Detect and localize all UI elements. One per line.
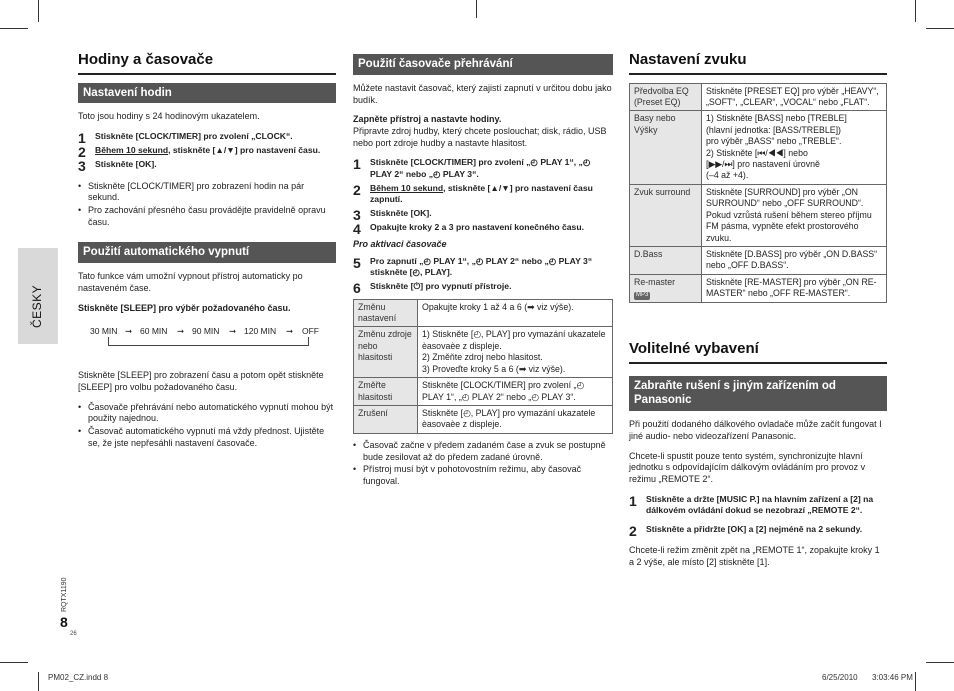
table-cell-value: Opakujte kroky 1 až 4 a 6 (➡ viz výše). xyxy=(418,299,613,327)
arrow-right-icon: ➞ xyxy=(229,326,237,337)
crop-mark xyxy=(0,662,28,663)
table-cell-label: Změřte hlasitosti xyxy=(354,378,418,406)
subsection-bar-sleep: Použití automatického vypnutí xyxy=(78,242,336,263)
table-cell-label: D.Bass xyxy=(630,246,702,274)
table-cell-label: Změnu nastavení xyxy=(354,299,418,327)
clock-step-3: 3 Stiskněte [OK]. xyxy=(78,158,157,175)
play-step-4: 4 Opakujte kroky 2 a 3 pro nastavení konečného času. xyxy=(353,221,584,238)
optional-p3: Chcete-li režim změnit zpět na „REMOTE 1“, zopakujte kroky 1 a 2 výše, ale místo [2] stiskněte [1]. xyxy=(629,545,880,568)
table-cell-label: Změnu zdroje nebo hlasitosti xyxy=(354,327,418,378)
list-item: • Přístroj musí být v pohotovostním režimu, aby časovač fungoval. xyxy=(353,464,613,487)
table-row xyxy=(630,246,887,274)
table-cell-value: Stiskněte [PRESET EQ] pro výběr „HEAVY“, „SOFT“, „CLEAR“, „VOCAL“ nebo „FLAT“. xyxy=(702,83,887,111)
flow-item: 90 MIN xyxy=(192,326,220,337)
crop-mark xyxy=(476,0,477,18)
list-item: • Pro zachování přesného času provádějte pravidelně opravu času. xyxy=(78,205,336,228)
table-row xyxy=(354,405,613,433)
table-row xyxy=(354,327,613,378)
play-step-5: 5 Pro zapnutí „◴ PLAY 1“, „◴ PLAY 2“ nebo „◴ PLAY 3“ stiskněte [◴, PLAY]. xyxy=(353,255,593,278)
table-row xyxy=(630,274,887,302)
flow-item: 30 MIN xyxy=(90,326,118,337)
play-step-2: 2 Během 10 sekund, stiskněte [▲/▼] pro nastavení času zapnutí. xyxy=(353,181,593,204)
play-step-1: 1 Stiskněte [CLOCK/TIMER] pro zvolení „◴ PLAY 1“, „◴ PLAY 2“ nebo „◴ PLAY 3“. xyxy=(353,156,591,179)
play-text: Připravte zdroj hudby, který chcete poslouchat; disk, rádio, USB nebo port zdroje hudby a nastavte hlasitost. xyxy=(353,126,607,148)
clock-step-2: 2 Během 10 sekund, stiskněte [▲/▼] pro nastavení času. xyxy=(78,144,321,161)
play-intro: Můžete nastavit časovač, který zajistí zapnutí v určitou dobu jako budík. xyxy=(353,82,612,105)
flow-item: 120 MIN xyxy=(244,326,277,337)
crop-mark xyxy=(38,672,39,691)
section-title-sound: Nastavení zvuku xyxy=(629,50,887,75)
table-row xyxy=(630,83,887,111)
table-cell-value: 1) Stiskněte [◴, PLAY] pro vymazání ukazatele èasovaèe z displeje. 2) Změňte zdroj nebo hlasitost. 3) Proveďte kroky 5 a 6 (➡ viz výše). xyxy=(418,327,613,378)
flow-item: 60 MIN xyxy=(140,326,168,337)
sleep-instruction: Stiskněte [SLEEP] pro výběr požadovaného času. xyxy=(78,302,291,313)
arrow-right-icon: ➞ xyxy=(125,326,133,337)
clock-intro: Toto jsou hodiny s 24 hodinovým ukazatelem. xyxy=(78,111,260,122)
subsection-bar-play-timer: Použití časovače přehrávání xyxy=(353,54,613,75)
remaster-label: Re-master xyxy=(634,276,676,287)
table-cell-label xyxy=(630,274,702,302)
sleep-flow-diagram xyxy=(78,326,336,356)
play-timer-table xyxy=(353,299,613,434)
flow-loop-line xyxy=(108,337,309,346)
column-clock-timers xyxy=(78,50,336,456)
column-play-timer xyxy=(353,52,613,494)
table-cell-value: 1) Stiskněte [BASS] nebo [TREBLE] (hlavní jednotka: [BASS/TREBLE]) pro výběr „BASS“ nebo „TREBLE“. 2) Stiskněte [⏮/◀◀] nebo [▶▶/⏭] pro nastavení úrovně (–4 až +4). xyxy=(702,111,887,185)
flow-item: OFF xyxy=(302,326,319,337)
sleep-notes xyxy=(78,402,336,450)
clock-notes xyxy=(78,181,336,229)
table-row xyxy=(354,378,613,406)
side-code: RQTX1190 xyxy=(61,577,68,612)
footer-date: 6/25/2010 xyxy=(822,673,858,682)
crop-mark xyxy=(915,672,916,691)
table-cell-value: Stiskněte [SURROUND] pro výběr „ON SURROUND“ nebo „OFF SURROUND“. Pokud vzrůstá rušení během stereo příjmu FM pásma, vypněte efekt prostorového zvuku. xyxy=(702,184,887,246)
activate-timer-heading: Pro aktivaci časovače xyxy=(353,239,447,250)
play-bold-line: Zapněte přístroj a nastavte hodiny. xyxy=(353,114,502,125)
clock-step-1: 1 Stiskněte [CLOCK/TIMER] pro zvolení „CLOCK“. xyxy=(78,130,293,147)
sleep-intro: Tato funkce vám umožní vypnout přístroj automaticky po nastaveném čase. xyxy=(78,271,303,294)
remote-step-2: 2 Stiskněte a přidržte [OK] a [2] nejméně na 2 sekundy. xyxy=(629,523,863,540)
table-cell-label: Zrušení xyxy=(354,405,418,433)
table-cell-value: Stiskněte [◴, PLAY] pro vymazání ukazatele èasovaèe z displeje. xyxy=(418,405,613,433)
sleep-text: Stiskněte [SLEEP] pro zobrazení času a potom opět stiskněte [SLEEP] pro volbu požadovaného času. xyxy=(78,370,324,393)
crop-mark xyxy=(38,0,39,22)
table-cell-label: Basy nebo Výšky xyxy=(630,111,702,185)
table-row xyxy=(630,184,887,246)
list-item: • Časovač automatického vypnutí má vždy přednost. Ujistěte se, že jste nepřesáhli nastavení časovače. xyxy=(78,426,336,449)
optional-p2: Chcete-li spustit pouze tento systém, synchronizujte hlavní jednotku s odpovídajícím dálkovým ovládáním pro provoz v režimu „REMOTE 2“. xyxy=(629,450,866,485)
play-step-6: 6 Stiskněte [⏻] pro vypnutí přístroje. xyxy=(353,280,512,297)
crop-mark xyxy=(926,662,954,663)
table-cell-label: Předvolba EQ (Preset EQ) xyxy=(630,83,702,111)
language-tab xyxy=(18,248,58,344)
table-row xyxy=(630,111,887,185)
crop-mark xyxy=(915,0,916,22)
list-item: • Stiskněte [CLOCK/TIMER] pro zobrazení hodin na pár sekund. xyxy=(78,181,336,204)
arrow-right-icon: ➞ xyxy=(177,326,185,337)
side-number: 26 xyxy=(70,631,77,637)
list-item: • Časovače přehrávání nebo automatického vypnutí mohou být použity najednou. xyxy=(78,402,336,425)
section-title-clock: Hodiny a časovače xyxy=(78,50,336,75)
crop-mark xyxy=(0,28,28,29)
play-notes xyxy=(353,440,613,488)
sound-settings-table xyxy=(629,83,887,304)
arrow-right-icon: ➞ xyxy=(286,326,294,337)
page-number: 8 xyxy=(60,614,68,630)
table-cell-label: Zvuk surround xyxy=(630,184,702,246)
table-cell-value: Stiskněte [CLOCK/TIMER] pro zvolení „◴ PLAY 1“, „◴ PLAY 2“ nebo „◴ PLAY 3“. xyxy=(418,378,613,406)
footer-time: 3:03:46 PM xyxy=(872,673,913,682)
mp3-badge: MP3 xyxy=(636,292,649,299)
subsection-bar-set-clock: Nastavení hodin xyxy=(78,83,336,104)
section-title-optional: Volitelné vybavení xyxy=(629,339,887,364)
table-row xyxy=(354,299,613,327)
optional-p1: Při použití dodaného dálkového ovladače může začít fungovat I jiné audio- nebo videozařízení Panasonic. xyxy=(629,419,882,442)
column-sound-settings xyxy=(629,50,887,577)
crop-mark xyxy=(926,28,954,29)
table-cell-value: Stiskněte [D.BASS] pro výběr „ON D.BASS“ nebo „OFF D.BASS“. xyxy=(702,246,887,274)
remote-step-1: 1 Stiskněte a držte [MUSIC P.] na hlavním zařízení a [2] na dálkovém ovládání dokud se nezobrazí „REMOTE 2“. xyxy=(629,492,874,516)
footer-file: PM02_CZ.indd 8 xyxy=(48,673,109,682)
table-cell-value: Stiskněte [RE-MASTER] pro výběr „ON RE-MASTER“ nebo „OFF RE-MASTER“. xyxy=(702,274,887,302)
list-item: • Časovač začne v předem zadaném čase a zvuk se postupně bude zesilovat až do předem zadané úrovně. xyxy=(353,440,613,463)
subsection-bar-interference: Zabraňte rušení s jiným zařízením od Panasonic xyxy=(629,376,887,412)
language-tab-label: ČESKY xyxy=(30,284,44,328)
play-step-3: 3 Stiskněte [OK]. xyxy=(353,207,432,224)
